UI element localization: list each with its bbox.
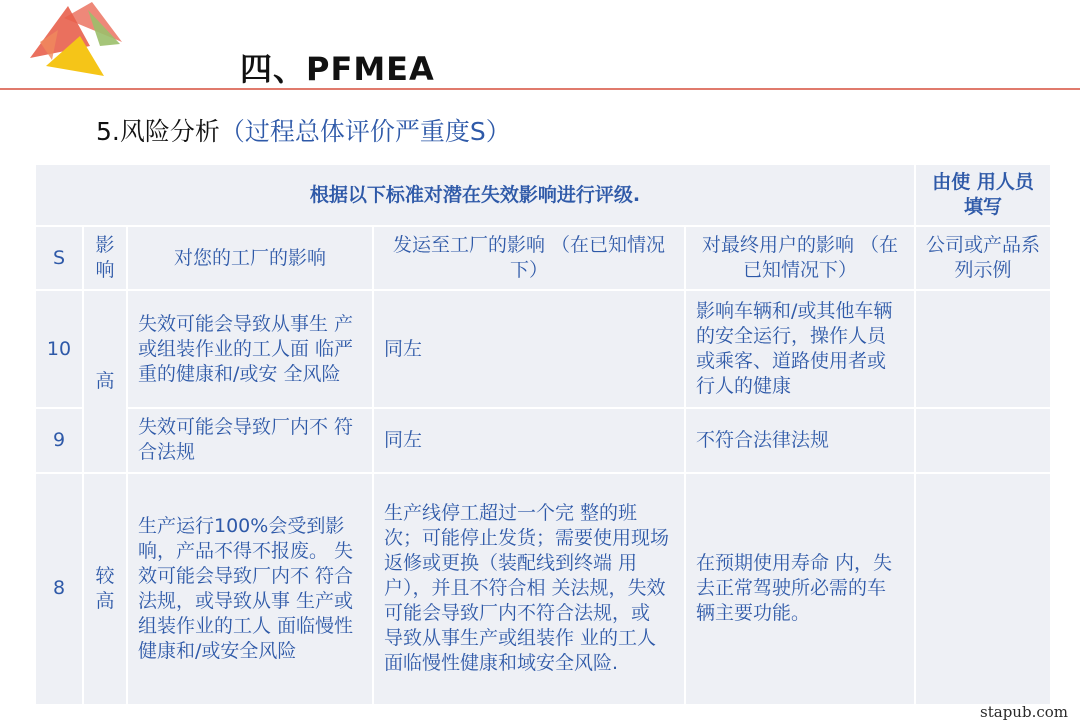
table-banner: 根据以下标准对潜在失效影响进行评级. xyxy=(36,165,914,225)
subtitle-prefix: 5.风险分析 xyxy=(96,117,220,146)
table-row xyxy=(36,291,1050,407)
severity-value: 8 xyxy=(36,474,82,704)
col-header-ship: 发运至工厂的影响 （在已知情况下） xyxy=(374,227,684,289)
title-divider xyxy=(0,88,1080,90)
effect-level: 高 xyxy=(84,291,126,471)
col-header-s: S xyxy=(36,227,82,289)
ship-effect: 同左 xyxy=(374,291,684,407)
col-header-effect: 影响 xyxy=(84,227,126,289)
effect-level: 较高 xyxy=(84,474,126,704)
subtitle-paren: （过程总体评价严重度S） xyxy=(219,117,511,146)
col-header-enduser: 对最终用户的影响 （在已知情况下） xyxy=(686,227,914,289)
col-header-plant: 对您的工厂的影响 xyxy=(128,227,372,289)
enduser-effect: 在预期使用寿命 内，失去正常驾驶所必需的车辆主要功能。 xyxy=(686,474,914,704)
enduser-effect: 影响车辆和/或其他车辆的安全运行，操作人员或乘客、道路使用者或行人的健康 xyxy=(686,291,914,407)
severity-value: 9 xyxy=(36,409,82,471)
plant-effect: 生产运行100%会受到影响，产品不得不报废。 失效可能会导致厂内不 符合法规，或导致从事 生产或组装作业的工人 面临慢性健康和/或安全风险 xyxy=(128,474,372,704)
ship-effect: 生产线停工超过一个完 整的班次；可能停止发货；需要使用现场返修或更换（装配线到终端 用户），并且不符合相 关法规，失效可能会导致厂内不符合法规，或 导致从事生产或组装作 业的工人面临慢性健康和域安全风险. xyxy=(374,474,684,704)
section-subtitle xyxy=(96,112,511,148)
severity-value: 10 xyxy=(36,291,82,407)
col-header-example: 公司或产品系列示例 xyxy=(916,227,1050,289)
example-cell xyxy=(916,291,1050,407)
watermark: stapub.com xyxy=(980,703,1068,721)
table-row xyxy=(36,409,1050,471)
example-cell xyxy=(916,409,1050,471)
filled-by-header: 由使 用人员填写 xyxy=(916,165,1050,225)
plant-effect: 失效可能会导致从事生 产或组装作业的工人面 临严重的健康和/或安 全风险 xyxy=(128,291,372,407)
severity-table xyxy=(34,163,1052,706)
enduser-effect: 不符合法律法规 xyxy=(686,409,914,471)
page-title: 四、PFMEA xyxy=(240,50,435,88)
plant-effect: 失效可能会导致厂内不 符合法规 xyxy=(128,409,372,471)
logo-triangles xyxy=(28,0,128,80)
example-cell xyxy=(916,474,1050,704)
ship-effect: 同左 xyxy=(374,409,684,471)
table-row xyxy=(36,474,1050,704)
